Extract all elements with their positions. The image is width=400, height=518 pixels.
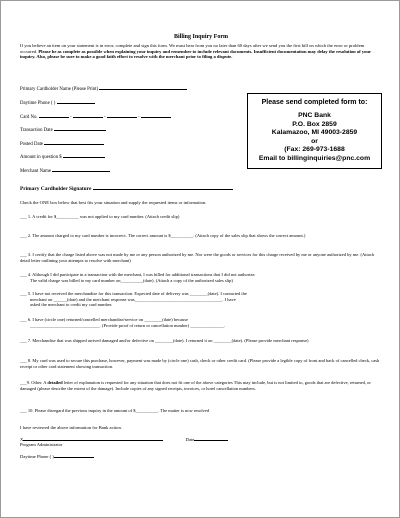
option-5-line-1: ___ 5. I have not received the merchandise for this transaction. Expected date of delivery was ________(date). I contacted the xyxy=(20,291,247,296)
form-intro xyxy=(20,43,380,60)
merchant-name-line[interactable] xyxy=(52,167,110,172)
admin-signature-x: X xyxy=(20,437,24,442)
admin-phone-line[interactable] xyxy=(54,453,94,458)
option-9[interactable] xyxy=(20,380,382,391)
intro-plain-text: If you believe an item on your statement is in error, complete and sign this form. We must hear from you no later than 60 days after we send you the first bill on which the error or problem occurred. xyxy=(20,43,365,54)
admin-date-label: Date xyxy=(185,437,195,442)
merchant-name-label: Merchant Name xyxy=(20,169,52,174)
admin-phone-field[interactable] xyxy=(20,453,94,459)
transaction-date-field[interactable] xyxy=(20,126,106,133)
transaction-date-label: Transaction Date xyxy=(20,128,53,133)
option-3[interactable]: ___ 3. I certify that the charge listed above was not made by me or any person authorized by me. Nor were the goods or services for this charge received by me or anyone authorized by me. (Attach detail letter outlining your attempts to resolve with merchant) xyxy=(20,252,374,263)
fax-number: (Fax: 269-973-1688 xyxy=(284,146,345,154)
option-9-bold: detailed xyxy=(47,380,63,385)
option-7[interactable]: ___ 7. Merchandise that was shipped arrived damaged and/or defective on ________(date). I returned it on ________(date). (Please provide merchant response) xyxy=(20,338,309,343)
form-title: Billing Inquiry Form xyxy=(173,34,228,40)
bank-name: PNC Bank xyxy=(298,112,331,119)
option-6-line-2: _______________________________. (Provide proof of return or cancellation number) _______________. xyxy=(30,322,226,328)
transaction-date-line[interactable] xyxy=(54,126,106,131)
card-number-segment-1[interactable] xyxy=(39,113,69,118)
email-address[interactable]: Email to billinginquiries@pnc.com xyxy=(258,154,371,162)
posted-date-label: Posted Date xyxy=(20,142,44,147)
program-administrator-label: Program Administrator xyxy=(20,442,63,447)
amount-in-question-line[interactable] xyxy=(63,153,105,158)
card-number-label: Card No. xyxy=(20,115,38,120)
signature-label: Primary Cardholder Signature xyxy=(20,186,92,192)
admin-date-line[interactable] xyxy=(194,436,228,441)
po-box: P.O. Box 2859 xyxy=(292,120,337,128)
admin-phone-label: Daytime Phone ( ) xyxy=(20,454,54,459)
cardholder-name-label: Primary Cardholder Name (Please Print) xyxy=(20,87,99,92)
option-9-post: letter of explanation is requested for any situation that does not fit one of the above categories This may include, but is not limited to, goods that are defective, returned, or damaged (please describe the extent of the damage). Include copies of any signed receipts, invoices, or hotel cancellation numbers. xyxy=(20,380,371,391)
posted-date-line[interactable] xyxy=(44,140,104,145)
amount-in-question-field[interactable] xyxy=(20,153,105,160)
or-text: or xyxy=(311,137,318,145)
card-number-field[interactable]: Card No. - - - xyxy=(20,113,171,120)
cardholder-name-line[interactable] xyxy=(99,85,187,90)
reviewed-statement: I have reviewed the above information for Bank action. xyxy=(20,425,122,430)
card-number-segment-3[interactable] xyxy=(107,113,137,118)
posted-date-field[interactable] xyxy=(20,140,104,147)
cardholder-name-field[interactable] xyxy=(20,85,187,92)
option-4[interactable] xyxy=(20,272,382,283)
option-4-line-1: ___ 4. Although I did participate in a transaction with the merchant, I was billed for additional transactions that I did not authorize. xyxy=(20,272,256,277)
send-to-box xyxy=(247,93,382,169)
admin-signature-line[interactable] xyxy=(23,436,163,441)
card-number-segment-4[interactable] xyxy=(141,113,171,118)
option-5-line-3: asked the merchant to credit my card number. xyxy=(30,302,113,308)
send-to-header: Please send completed form to: xyxy=(261,99,368,106)
daytime-phone-line[interactable] xyxy=(57,99,95,104)
merchant-name-field[interactable] xyxy=(20,167,110,174)
option-5[interactable] xyxy=(20,291,382,308)
check-instruction: Check the ONE box below that best fits your situation and supply the requested items or information. xyxy=(20,200,207,205)
option-1[interactable]: ___ 1. A credit for $__________ was not applied to my card number. (Attach credit slip) xyxy=(20,214,180,219)
intro-bold-text: Please be as complete as possible when explaining your inquiry and remember to include relevant documents. Insufficient documentation may delay the resolution of your inquiry. Also, please be sure to make a good faith effort to resolve with the merchant prior to filing a dispute. xyxy=(20,48,371,60)
option-4-line-2: The valid charge was billed to my card number on__________(date). (Attach a copy of the authorized sales slip) xyxy=(30,277,233,283)
card-number-segment-2[interactable] xyxy=(73,113,103,118)
option-9-pre: ___9. Other. A xyxy=(20,380,48,385)
signature-line[interactable] xyxy=(93,185,233,190)
option-5-line-2: merchant on ______(date) and the merchant response was_______________________________________. I have xyxy=(30,296,236,302)
option-8[interactable]: ___ 8. My card was used to secure this purchase, however, payment was made by (circle one) cash, check or other credit card. (Please provide a legible copy of front and back of cancelled check, cash receipt or other card statement showing transaction. xyxy=(20,358,380,369)
option-6-line-1: ___ 6. I have (circle one) returned/cancelled merchandise/service on ________(date) because xyxy=(20,317,189,322)
option-6[interactable] xyxy=(20,317,382,328)
daytime-phone-field[interactable] xyxy=(20,99,95,106)
bank-city: Kalamazoo, MI 49003-2859 xyxy=(271,129,358,137)
amount-in-question-label: Amount in question $ xyxy=(20,155,62,160)
option-2[interactable]: ___ 2. The amount charged to my card number is incorrect. The correct amount is $__________. (Attach copy of the sales slip that shows the correct amount.) xyxy=(20,233,306,238)
signature-field[interactable] xyxy=(20,185,233,192)
daytime-phone-label: Daytime Phone ( ) xyxy=(20,101,56,106)
option-10[interactable]: ___ 10. Please disregard the previous inquiry in the amount of $__________. The matter is now resolved xyxy=(20,408,210,413)
